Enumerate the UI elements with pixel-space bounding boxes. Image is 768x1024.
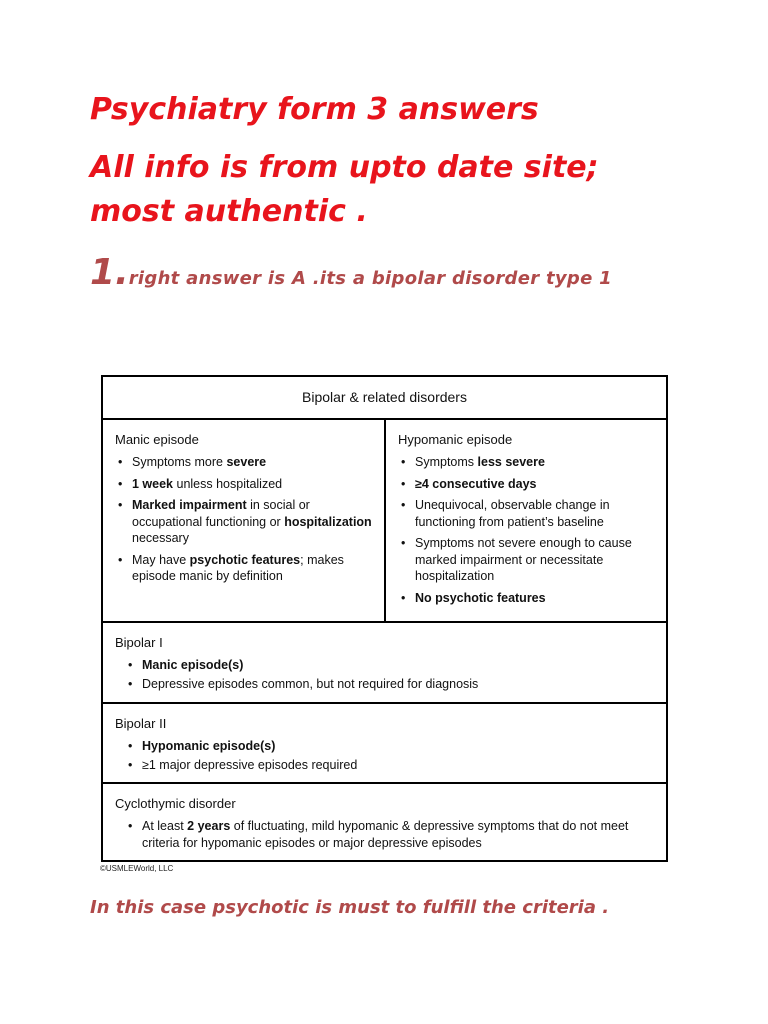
manic-episode-list <box>115 454 372 585</box>
conclusion-text: In this case psychotic is must to fulfill the criteria . <box>90 897 610 918</box>
cyclothymic-row <box>103 784 666 860</box>
table-heading-text: Bipolar & related disorders <box>302 389 467 405</box>
bipolar-2-row <box>103 704 666 784</box>
list-item: • Symptoms more severe <box>115 454 372 471</box>
cyclothymic-label: Cyclothymic disorder <box>115 796 236 811</box>
list-item: • Symptoms less severe <box>398 454 654 471</box>
table-heading <box>103 377 666 420</box>
question-number: 1. <box>90 252 129 293</box>
cyclothymic-list <box>115 818 654 851</box>
list-item: • May have psychotic features; makes episode manic by definition <box>115 552 372 585</box>
bipolar-2-list <box>115 738 654 773</box>
hypomanic-episode-list <box>398 454 654 606</box>
list-item: • Hypomanic episode(s) <box>125 738 654 755</box>
page-title: Psychiatry form 3 answers <box>90 92 539 127</box>
list-item: • ≥4 consecutive days <box>398 476 654 493</box>
list-item: • At least 2 years of fluctuating, mild hypomanic & depressive symptoms that do not meet criteria for hypomanic episodes or major depressive episodes <box>125 818 654 851</box>
manic-episode-cell <box>103 420 386 621</box>
bipolar-2-label: Bipolar II <box>115 716 167 731</box>
bipolar-disorders-table <box>101 375 668 862</box>
list-item: • Manic episode(s) <box>125 657 654 674</box>
subtitle-line-2: most authentic . <box>90 194 368 229</box>
question-1-answer <box>90 252 612 293</box>
list-item: • 1 week unless hospitalized <box>115 476 372 493</box>
hypomanic-episode-cell <box>386 420 666 621</box>
list-item: • Unequivocal, observable change in functioning from patient’s baseline <box>398 497 654 530</box>
hypomanic-episode-label: Hypomanic episode <box>398 432 513 447</box>
question-answer-text: right answer is A .its a bipolar disorder type 1 <box>128 268 612 289</box>
copyright-credit: ©USMLEWorld, LLC <box>100 864 174 873</box>
bipolar-1-label: Bipolar I <box>115 635 163 650</box>
list-item: • Marked impairment in social or occupational functioning or hospitalization necessary <box>115 497 372 547</box>
bipolar-1-list <box>115 657 654 692</box>
list-item: • ≥1 major depressive episodes required <box>125 757 654 774</box>
subtitle-line-1: All info is from upto date site; <box>90 150 599 185</box>
list-item: • Symptoms not severe enough to cause marked impairment or necessitate hospitalization <box>398 535 654 585</box>
bipolar-1-row <box>103 623 666 704</box>
list-item: • No psychotic features <box>398 590 654 607</box>
list-item: • Depressive episodes common, but not required for diagnosis <box>125 676 654 693</box>
manic-episode-label: Manic episode <box>115 432 199 447</box>
episodes-row <box>103 420 666 623</box>
